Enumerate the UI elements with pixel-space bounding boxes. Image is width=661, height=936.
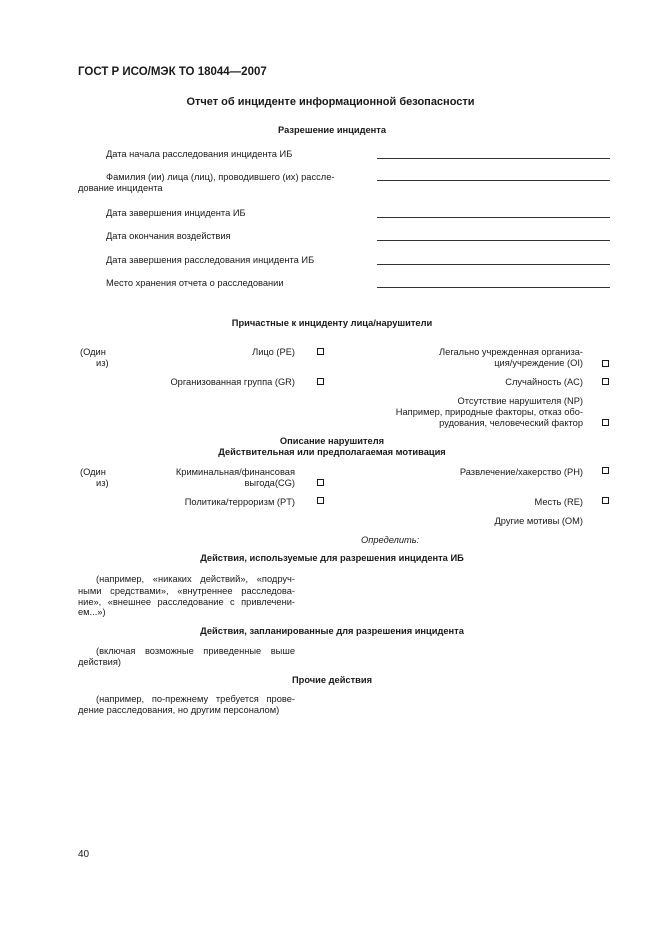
standard-header: ГОСТ Р ИСО/МЭК ТО 18044—2007	[78, 66, 267, 78]
define-label: Определить:	[361, 535, 420, 545]
section-perpetrators-heading: Причастные к инциденту лица/нарушители	[231, 318, 433, 328]
other-actions-note-1-text: (например, по-прежнему требуется прове-	[96, 694, 295, 704]
section-actions-planned-heading: Действия, запланированные для разрешения инцидента	[200, 626, 464, 636]
actions-used-note-4: ем...»)	[78, 607, 106, 617]
option-no-perpetrator-checkbox[interactable]	[602, 419, 609, 426]
field-label-investigators-1: Фамилия (ии) лица (лиц), проводившего (их) рассле-	[106, 172, 335, 182]
motive-entertainment-label: Развлечение/хакерство (PH)	[459, 467, 583, 477]
one-of-label-2a: (Один	[80, 467, 106, 477]
motive-criminal-label-2: выгода(CG)	[244, 478, 295, 488]
motive-politics-label: Политика/терроризм (PT)	[184, 497, 295, 507]
actions-used-note-1	[78, 573, 295, 585]
section-other-actions-heading: Прочие действия	[291, 675, 373, 685]
section-perpetrator-description-heading: Описание нарушителя	[279, 436, 385, 446]
field-line-report-storage[interactable]	[377, 287, 610, 288]
option-no-perpetrator-label-2: Например, природные факторы, отказ обо-	[395, 407, 583, 417]
field-label-investigation-end: Дата завершения расследования инцидента ИБ	[106, 255, 315, 265]
field-label-report-storage: Место хранения отчета о расследовании	[106, 278, 284, 288]
motive-entertainment-checkbox[interactable]	[602, 467, 609, 474]
one-of-label-2b: из)	[96, 478, 109, 488]
motive-criminal-label-1: Криминальная/финансовая	[175, 467, 295, 477]
option-person-checkbox[interactable]	[317, 348, 324, 355]
motive-politics-checkbox[interactable]	[317, 497, 324, 504]
section-motivation-subheading: Действительная или предполагаемая мотивация	[218, 447, 446, 457]
section-resolution-heading: Разрешение инцидента	[277, 125, 386, 135]
other-actions-note-2: дение расследования, но другим персоналом)	[78, 705, 280, 715]
option-no-perpetrator-label-3: рудования, человеческий фактор	[439, 418, 583, 428]
page-number: 40	[78, 849, 90, 860]
actions-used-note-1-text: (например, «никаких действий», «подруч-	[96, 574, 295, 584]
field-line-investigators[interactable]	[377, 180, 610, 181]
section-actions-used-heading: Действия, используемые для разрешения инцидента ИБ	[200, 553, 464, 563]
option-person-label: Лицо (PE)	[252, 347, 295, 357]
field-line-investigation-start[interactable]	[377, 158, 610, 159]
field-label-impact-end: Дата окончания воздействия	[106, 231, 231, 241]
option-accident-checkbox[interactable]	[602, 378, 609, 385]
motive-revenge-checkbox[interactable]	[602, 497, 609, 504]
actions-used-note-3: ние», «внешнее расследование с привлечени-	[78, 597, 295, 607]
option-organized-group-label: Организованная группа (GR)	[170, 377, 295, 387]
option-legal-org-label-2: ция/учреждение (OI)	[494, 358, 583, 368]
field-line-impact-end[interactable]	[377, 240, 610, 241]
one-of-label-1a: (Один	[80, 347, 106, 357]
actions-used-note-2: ными средствами», «внутреннее расследова-	[78, 586, 295, 596]
one-of-label-1b: из)	[96, 358, 109, 368]
field-line-investigation-end[interactable]	[377, 264, 610, 265]
field-label-incident-end: Дата завершения инцидента ИБ	[106, 208, 246, 218]
motive-other-label: Другие мотивы (OM)	[494, 516, 583, 526]
field-label-investigators-2: дование инцидента	[78, 183, 163, 193]
option-accident-label: Случайность (AC)	[505, 377, 583, 387]
option-legal-org-checkbox[interactable]	[602, 360, 609, 367]
motive-criminal-checkbox[interactable]	[317, 479, 324, 486]
report-title: Отчет об инциденте информационной безопасности	[186, 96, 475, 108]
field-line-incident-end[interactable]	[377, 217, 610, 218]
actions-planned-note-1-text: (включая возможные приведенные выше	[96, 646, 295, 656]
actions-planned-note-2: действия)	[78, 657, 121, 667]
motive-revenge-label: Месть (RE)	[534, 497, 583, 507]
option-organized-group-checkbox[interactable]	[317, 378, 324, 385]
option-legal-org-label-1: Легально учрежденная организа-	[439, 347, 583, 357]
field-label-investigation-start: Дата начала расследования инцидента ИБ	[106, 149, 293, 159]
option-no-perpetrator-label-1: Отсутствие нарушителя (NP)	[457, 396, 583, 406]
